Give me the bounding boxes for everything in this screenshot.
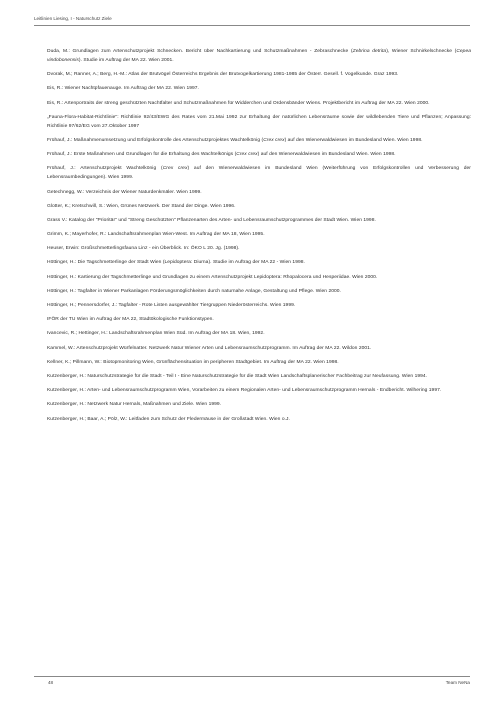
reference-text: ), Wiener Schnirkelschnecke ( (386, 49, 457, 54)
reference-entry (47, 216, 471, 225)
reference-entry (47, 99, 471, 108)
reference-entry (47, 315, 471, 324)
reference-text: Höttinger, H.: Kartierung der Tagschmetterlinge und Grundlagen zu einem Artenschutzprojekt Lepidoptera: Rhopalocera und Hesperiidae. Wien 2000. (47, 274, 378, 280)
header-divider (34, 25, 470, 26)
reference-text: ) auf den Wienerwaldwiesen im Bundesland Wien. Wien 1998. (257, 152, 396, 158)
reference-text: ) auf den Wienerwaldwiesen im Bundesland Wien. Wien 1998. (284, 137, 423, 143)
reference-text: Ivancevic, R.; Hettinger, H.: Landschaftsrahmenplan Wien Süd. Im Auftrag der MA 18. Wien, 1992. (47, 331, 265, 337)
reference-text: „Fauna-Flora-Habitat-Richtlinie": Richtlinie 92/43/EWG des Rates vom 21.Mai 1992 zur Erhaltung der natürlichen Lebensräume sowie der wildlebenden Tiere und Pflanzen; Anpassung: Richtlinie 97/62/EG vom 27.Oktober 1997 (47, 114, 471, 129)
reference-entry (47, 47, 471, 65)
reference-text: Kellner, K.; Pillmann, W.: Biotopmonitoring Wien, Grünflächensituation im peripheren Stadtgebiet. Im Auftrag der MA 22. Wien 1998. (47, 359, 339, 365)
reference-entry (47, 273, 471, 282)
reference-species-name: Cepea vindobonensis (47, 49, 471, 63)
reference-entry (47, 415, 471, 424)
reference-text: Grass V.: Katalog der "Prioritär" und "Streng Geschützten" Pflanzenarten des Arten- und Lebensraumschutzprogrammes der Stadt Wien. Wien 1998. (47, 217, 376, 223)
reference-text: Duda, M.: Grundlagen zum Artenschutzprojekt Schnecken. Bericht über Nachkartierung und Schutzmaßnahmen - Zebraschnecke ( (47, 49, 353, 54)
reference-text: Glotter, K.; Kretschwill, S.: Wien, Grünes Netzwerk. Der Stand der Dinge. Wien 1996. (47, 203, 236, 209)
reference-text: Getechnegg, W.: Verzeichnis der Wiener Naturdenkmäler. Wien 1999. (47, 189, 202, 195)
reference-species-name: Crex crex (162, 166, 188, 172)
reference-list (47, 47, 471, 429)
reference-text: Eis, R.: Artenportraits der streng geschützten Nachtfalter und Schutzmaßnahmen für Widderchen und Ordensbänder Wiens. Projektbericht im Auftrag der MA 22. Wien 2000. (47, 100, 430, 106)
reference-entry (47, 244, 471, 253)
reference-text: Dvorak, M.; Ranner, A.; Berg, H.-M.: Atlas der Brutvögel Österreichs Ergebnis der Brutvogelkartierung 1981-1985 der Österr. Gesell. f. Vogelkunde. Graz 1993. (47, 72, 399, 78)
reference-entry (47, 136, 471, 145)
reference-text: Eis, R.: Wiener Nachtpfauenauge. Im Auftrag der MA 22. Wien 1997. (47, 86, 199, 92)
reference-species-name: Zebrina detrita (352, 49, 387, 54)
reference-text: Kutzenberger, H.: Arten- und Lebensraumschutzprogramm Wien, Vorarbeiten zu einem Regionalen Arten- und Lebensraumschutzprogramm Hernals - Endbericht. Wilhering 1997. (47, 388, 442, 394)
reference-entry (47, 372, 471, 381)
reference-text: Höttinger, H.: Die Tagschmetterlinge der Stadt Wien (Lepidoptera: Diurna). Studie im Auftrag der MA 22 - Wien 1998. (47, 260, 305, 266)
reference-entry (47, 113, 471, 131)
reference-text: Frühauf, J.: Erste Maßnahmen und Grundlagen für die Erhaltung des Wachtelkönigs ( (47, 152, 237, 158)
reference-text: Höttinger, H.: Tagfalter in Wiener Parkanlagen Förderungsmöglichkeiten durch naturnahe Anlage, Gestaltung und Pflege. Wien 2000. (47, 288, 341, 294)
reference-entry (47, 70, 471, 79)
reference-entry (47, 202, 471, 211)
reference-text: Kammel, W.: Artenschutzprojekt Würfelnatter. Netzwerk Natur Wiener Arten und Lebensraumschutzprogramm. Im Auftrag der MA 22. Wildon 2001. (47, 345, 372, 351)
reference-entry (47, 329, 471, 338)
reference-entry (47, 344, 471, 353)
reference-text: Heuser, Erwin: Großschmetterlingsfauna Linz - ein Überblick. In: ÖKO L 20. Jg. (1998). (47, 246, 240, 252)
reference-text: Frühauf, J.: Maßnahmenumsetzung und Erfolgskontrolle des Artenschutzprojektes Wachtelkönig ( (47, 137, 264, 143)
reference-text: ). Studie im Auftrag der MA 22. Wien 2001. (78, 58, 174, 63)
reference-text: Grimm, K.; Mayerhofer, R.: Landschaftsrahmenplan Wien-West. Im Auftrag der MA 18, Wien 1995. (47, 232, 265, 238)
reference-text: IFÖR der TU Wien im Auftrag der MA 22, Stadtökologische Funktionstypen. (47, 317, 214, 323)
reference-entry (47, 164, 471, 182)
reference-entry (47, 400, 471, 409)
reference-entry (47, 287, 471, 296)
reference-entry (47, 230, 471, 239)
reference-species-name: Crex crex (236, 152, 258, 158)
reference-text: Kutzenberger, H.: Naturschutzstrategie für die Stadt - Teil I - Eine Naturschutzstrategie für die Stadt Wien Landschaftsplanerischer Fachbeitrag zur Neufassung. Wien 1994. (47, 373, 428, 379)
reference-text: ) auf den Wienerwaldwiesen im Bundesland Wien (Weiterführung von Erfolgskontrollen und Verbesserung der Lebensraumbedingungen). Wien 1999. (47, 166, 471, 181)
running-header: Leitlinien Liesing, I - Naturschutz Ziele (34, 16, 112, 21)
reference-entry (47, 150, 471, 159)
reference-entry (47, 188, 471, 197)
reference-text: Frühauf, J.: Artenschutzprojekt Wachtelkönig ( (47, 166, 163, 172)
reference-entry (47, 84, 471, 93)
reference-entry (47, 301, 471, 310)
reference-text: Kutzenberger, H.: Netzwerk Natur Hernals, Maßnahmen und Ziele. Wien 1999. (47, 402, 222, 408)
footer-divider (34, 676, 470, 677)
reference-entry (47, 358, 471, 367)
reference-entry (47, 258, 471, 267)
page-number: 48 (48, 680, 54, 685)
footer-author: Team NeNa (445, 680, 470, 685)
reference-text: Kutzenberger, H.; Baar, A.; Pölz, W.: Leitfaden zum Schutz der Fledermäuse in der Großstadt Wien. Wien o.J. (47, 416, 290, 422)
reference-entry (47, 386, 471, 395)
reference-species-name: Crex crex (263, 137, 285, 143)
reference-text: Höttinger, H.; Pennersdorfer, J.: Tagfalter - Rote Listen ausgewählter Tiergruppen Niederösterreichs. Wien 1999. (47, 303, 296, 308)
